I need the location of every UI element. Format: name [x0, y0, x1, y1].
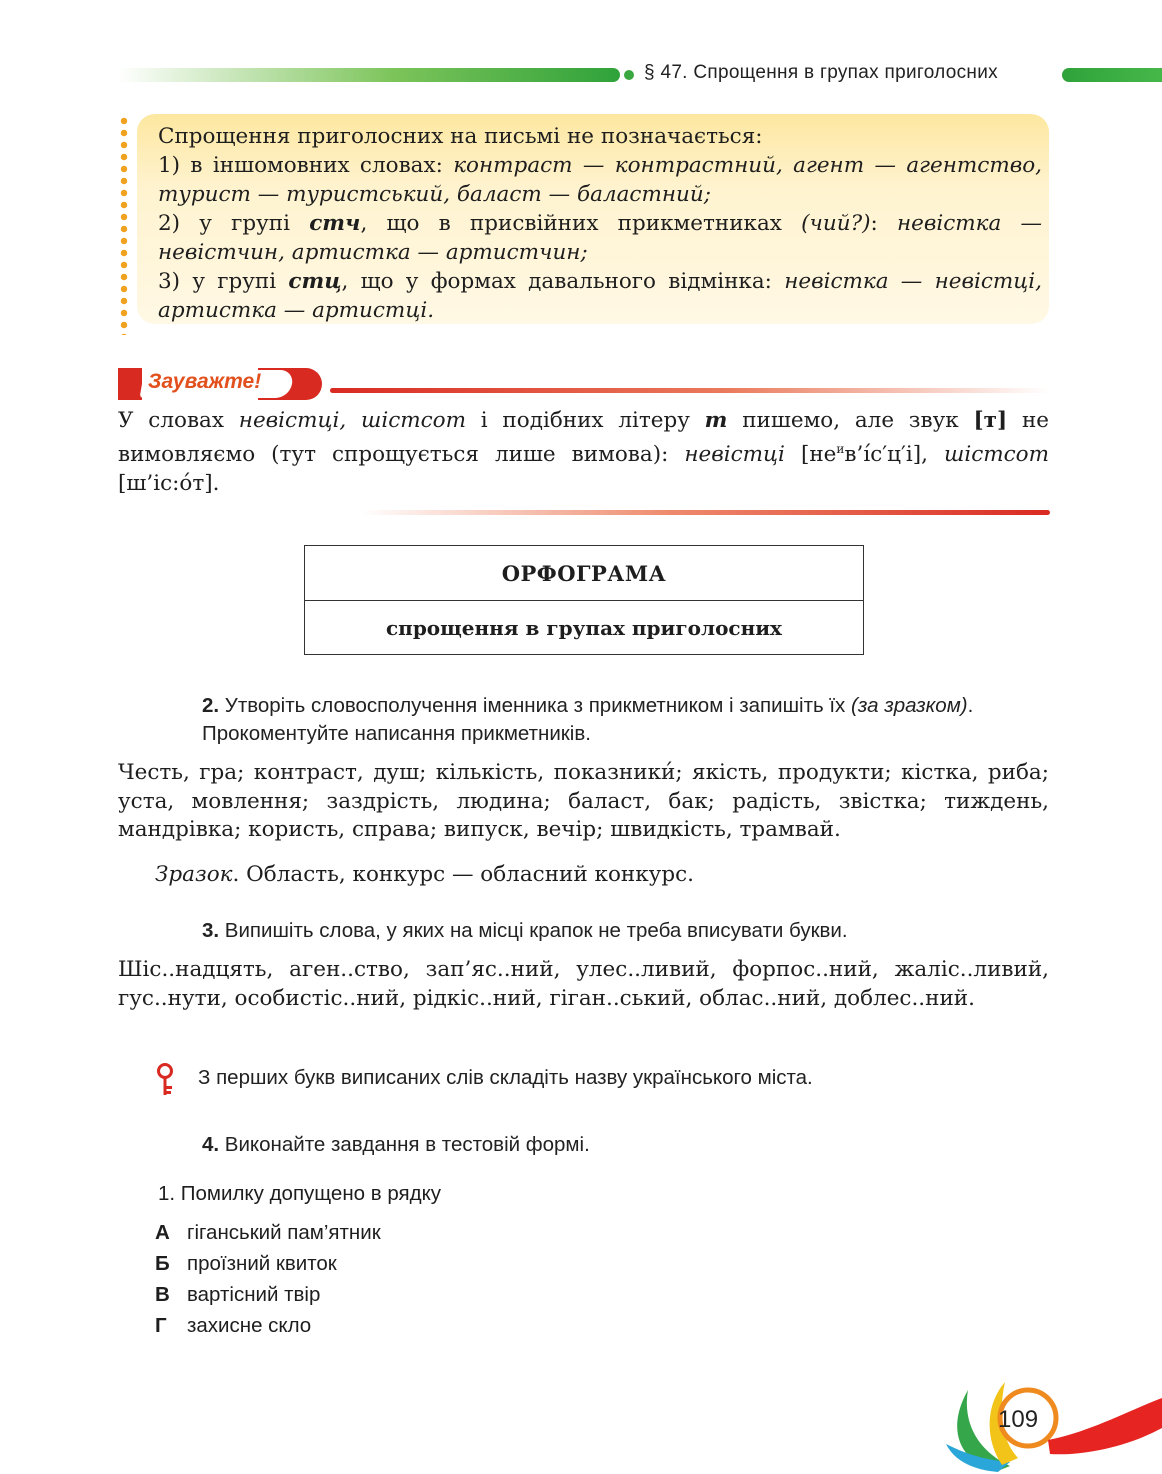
task-2-instruction: 2. Утворіть словосполучення іменника з прикметником і запишіть їх (за зразком). Прокоментуйте написання прикметників.: [202, 694, 974, 745]
page-number: 109: [998, 1406, 1039, 1433]
task-2-words: Честь, гра; контраст, душ; кількість, показники́; якість, продукти; кістка, риба; уста, мовлення; заздрість, людина; баласт, бак; радість, звістка; тиждень, мандрівка; користь, справа; випуск, вечір; швидкість, трамвай.: [118, 760, 1049, 842]
rule-item-3-group: стц: [288, 269, 342, 294]
task-3-instruction: 3. Випишіть слова, у яких на місці крапок не треба вписувати букви.: [202, 919, 848, 942]
rule-item-2-group: стч: [309, 211, 361, 236]
rule-line-intro: Спрощення приголосних на письмі не позначається:: [158, 124, 763, 149]
task-2-number: 2.: [202, 694, 220, 717]
task-2-sample: Зразок. Область, конкурс — обласний конкурс.: [155, 862, 694, 887]
page-number-decor: [940, 1370, 1162, 1474]
header-decor-bar-right: [1062, 68, 1162, 82]
note-divider-top: [330, 388, 1050, 393]
rule-dotted-border: [119, 115, 129, 335]
header-bullet-icon: [624, 70, 634, 80]
rule-item-2-examples: невістка — невістчин, артистка — артистчин;: [158, 211, 1043, 265]
key-icon: [152, 1062, 178, 1098]
key-hint: З перших букв виписаних слів складіть назву українського міста.: [198, 1066, 813, 1089]
test-option: А гіганський пам’ятник: [155, 1221, 381, 1244]
test-option: Г захисне скло: [155, 1314, 312, 1337]
task-3-number: 3.: [202, 919, 220, 942]
task-3-words: Шіс..надцять, аген..ство, зап’яс..ний, улес..ливий, форпос..ний, жаліс..ливий, гус..нути, особистіс..ний, рідкіс..ний, гіган..ський, облас..ний, доблес..ний.: [118, 957, 1049, 1011]
orthogram-table: [304, 545, 864, 655]
rule-item-2: 2) у групі стч, що в присвійних прикметниках (чий?): невістка — невістчин, артистка — артистчин;: [158, 211, 1043, 265]
rule-item-3-examples: невістка — невістці, артистка — артистці.: [158, 269, 1042, 323]
rule-item-1-examples: контраст — контрастний, агент — агентство, турист — туристський, баласт — баластний;: [158, 153, 1042, 207]
test-option: Б проїзний квиток: [155, 1252, 337, 1275]
task-4-instruction: 4. Виконайте завдання в тестовій формі.: [202, 1133, 590, 1156]
rule-item-3: 3) у групі стц, що у формах давального відмінка: невістка — невістці, артистка — артистці.: [158, 269, 1042, 323]
rule-item-1: 1) в іншомовних словах: контраст — контрастний, агент — агентство, турист — туристський, баласт — баластний;: [158, 153, 1042, 207]
orthogram-subtitle: спрощення в групах приголосних: [386, 615, 782, 640]
test-option: В вартісний твір: [155, 1283, 321, 1306]
section-title: § 47. Спрощення в групах приголосних: [644, 62, 998, 83]
rule-text: [158, 122, 1042, 325]
test-question: 1. Помилку допущено в рядку: [158, 1182, 442, 1205]
task-4-number: 4.: [202, 1133, 220, 1156]
note-text: У словах невістці, шістсот і подібних літеру т пишемо, але звук [т] не вимовляємо (тут спрощується лише вимова): невістці $[не^ив’і́с'ц'і]$, шістсот [ш’іс:о́т].: [118, 408, 1049, 497]
note-label: Зауважте!: [148, 370, 262, 393]
header-decor-bar: [118, 68, 620, 82]
orthogram-title: ОРФОГРАМА: [305, 546, 863, 601]
note-divider-bottom: [360, 510, 1050, 515]
